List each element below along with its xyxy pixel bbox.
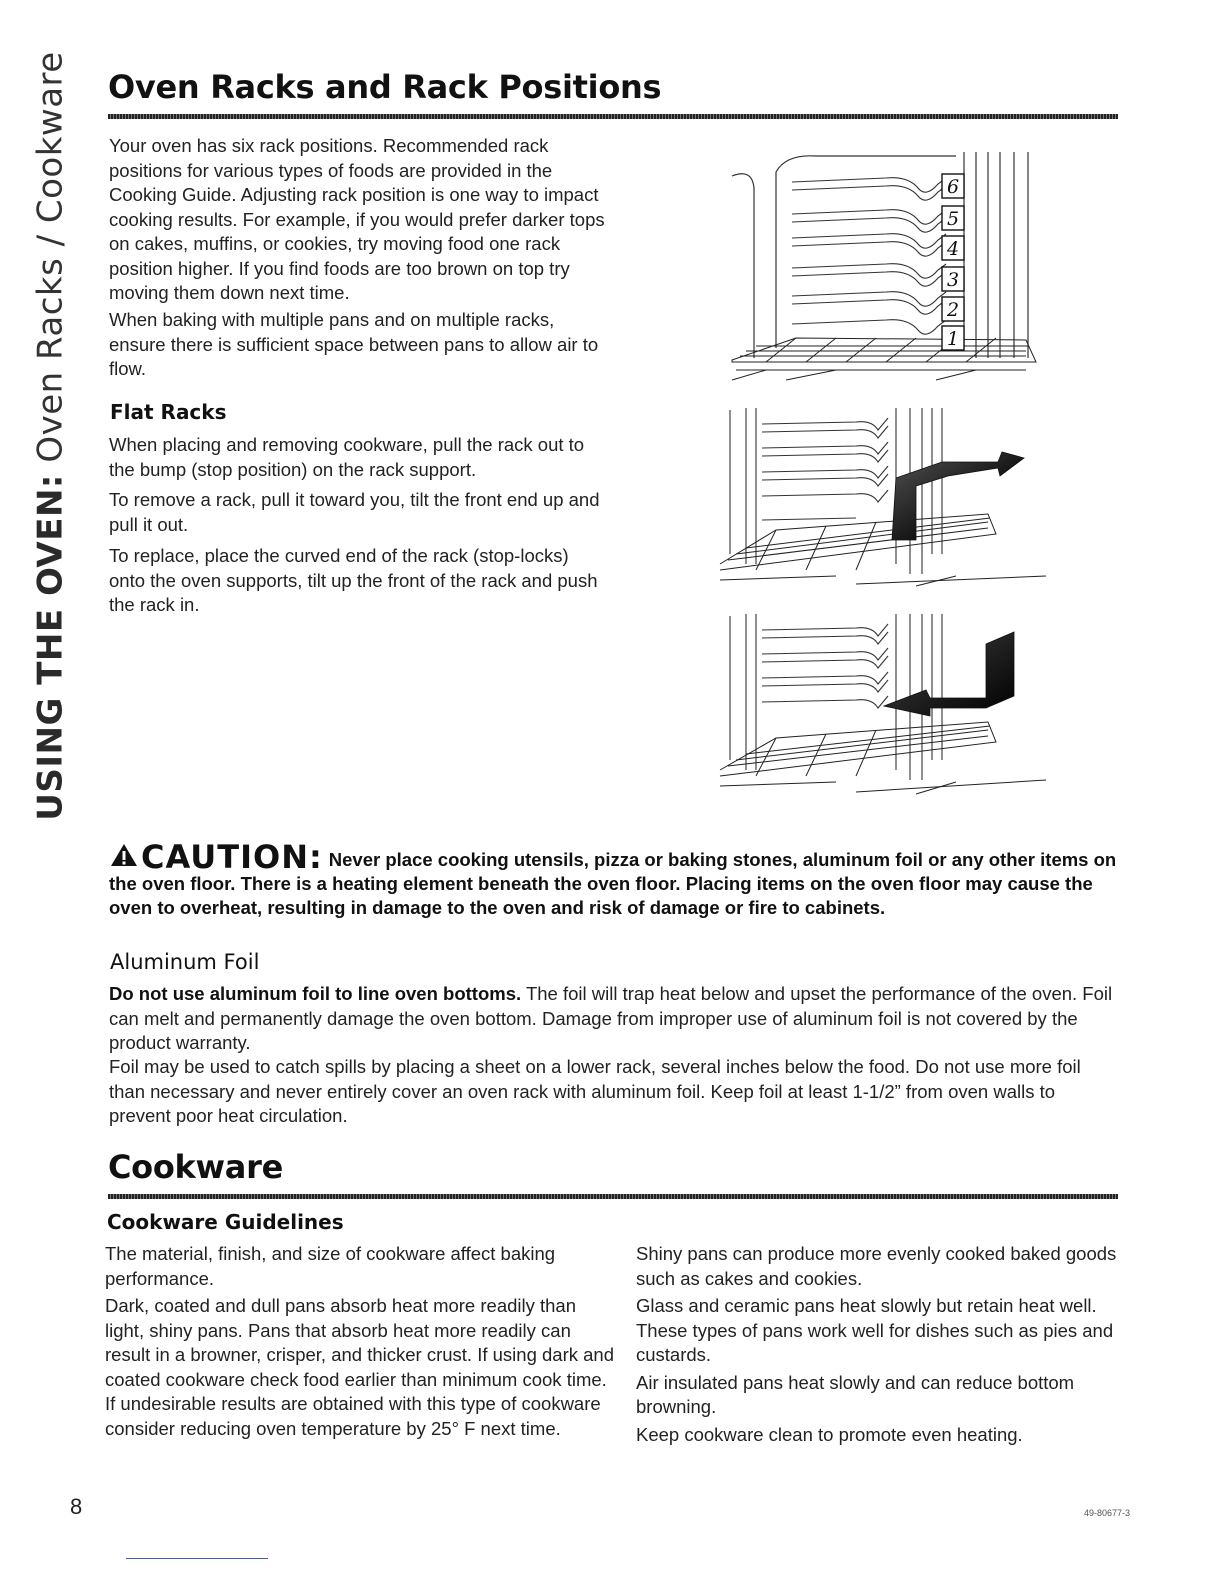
flat-racks-paragraph-1: When placing and removing cookware, pull the rack out to the bump (stop position) on the rack support. (109, 434, 585, 480)
caution-label: CAUTION: (141, 838, 323, 876)
cookware-guidelines-heading: Cookware Guidelines (107, 1210, 344, 1234)
cookware-right-paragraph: Shiny pans can produce more evenly cooked baked goods such as cakes and cookies. (636, 1243, 1117, 1289)
aluminum-foil-paragraph-1-text: The foil will trap heat below and upset the performance of the oven. Foil can melt and permanently damage the oven bottom. Damage from improper use of aluminum foil is not covered by the product warranty. (109, 983, 1113, 1053)
aluminum-foil-heading: Aluminum Foil (110, 950, 260, 974)
rack-support-1 (792, 320, 946, 334)
rack-support-3 (792, 264, 946, 286)
racks-intro-paragraph-2: When baking with multiple pans and on multiple racks, ensure there is sufficient space between pans to allow air to flow. (109, 309, 599, 379)
rack-position-label-6: 6 (946, 176, 960, 198)
side-tab-suffix: Oven Racks / Cookware (31, 51, 72, 474)
side-tab-label (31, 51, 71, 820)
cookware-right-paragraph: Air insulated pans heat slowly and can reduce bottom browning. (636, 1371, 1075, 1417)
caution-text: Never place cooking utensils, pizza or baking stones, aluminum foil or any other items on the oven floor. There is a heating element beneath the oven floor. Placing items on the oven floor may cause the oven to overheat, resulting in damage to the oven and risk of damage or fire to cabinets. (109, 849, 1117, 918)
rack-support-6 (792, 178, 946, 200)
footer-divider (126, 1558, 268, 1559)
rack-positions-illustration (726, 148, 1038, 384)
document-code: 49-80677-3 (1084, 1508, 1131, 1518)
rack-support-4 (792, 234, 946, 256)
racks-title-rule (108, 114, 1118, 119)
rack-position-label-2: 2 (946, 299, 960, 321)
flat-racks-paragraph-2: To remove a rack, pull it toward you, tilt the front end up and pull it out. (109, 489, 600, 535)
cookware-section-title: Cookware (108, 1148, 283, 1186)
replace-rack-illustration (716, 610, 1048, 800)
aluminum-foil-paragraph-2: Foil may be used to catch spills by placing a sheet on a lower rack, several inches below the food. Do not use more foil than necessary and never entirely cover an oven rack with aluminum foil. Keep foil at least 1-1/2” from oven walls to prevent poor heat circulation. (109, 1056, 1081, 1126)
rack-support-5 (792, 210, 946, 232)
racks-intro-paragraph-1: Your oven has six rack positions. Recommended rack positions for various types of foods are provided in the Cooking Guide. Adjusting rack position is one way to impact cooking results. For example, if you would prefer darker tops on cakes, muffins, or cookies, try moving food one rack position higher. If you find foods are too brown on top try moving them down next time. (109, 135, 605, 303)
rack-position-label-1: 1 (946, 328, 960, 350)
caution-notice (109, 838, 1119, 920)
rack-support-2 (792, 292, 946, 314)
rack-position-label-3: 3 (946, 269, 960, 291)
cookware-right-column (636, 1242, 1140, 1450)
racks-section-title: Oven Racks and Rack Positions (108, 68, 662, 106)
cookware-right-paragraph: Keep cookware clean to promote even heating. (636, 1423, 1023, 1445)
cookware-left-paragraph: The material, finish, and size of cookware affect baking performance. (105, 1243, 556, 1289)
side-tab-prefix: USING THE OVEN: (31, 473, 72, 821)
rack-position-label-4: 4 (946, 238, 960, 260)
cookware-left-column (105, 1242, 615, 1444)
page-number: 8 (70, 1494, 83, 1519)
warning-triangle-icon (109, 842, 139, 868)
replace-direction-arrow-icon (884, 632, 1014, 716)
rack-grid (732, 338, 1036, 380)
cookware-right-paragraph: Glass and ceramic pans heat slowly but retain heat well. These types of pans work well for dishes such as pies and custards. (636, 1295, 1114, 1365)
flat-racks-paragraph-3: To replace, place the curved end of the rack (stop-locks) onto the oven supports, tilt up the front of the rack and push the rack in. (109, 545, 598, 615)
rack-position-label-5: 5 (946, 208, 960, 230)
side-tab (20, 51, 82, 821)
cookware-left-paragraph: Dark, coated and dull pans absorb heat more readily than light, shiny pans. Pans that absorb heat more readily can result in a browner, crisper, and thicker crust. If using dark and coated cookware check food earlier than minimum cook time. If undesirable results are obtained with this type of cookware consider reducing oven temperature by 25° F next time. (105, 1295, 614, 1439)
cookware-title-rule (108, 1194, 1118, 1199)
remove-rack-illustration (716, 404, 1048, 594)
aluminum-foil-paragraph-1 (109, 982, 1121, 1056)
flat-racks-heading: Flat Racks (110, 400, 227, 424)
remove-direction-arrow-icon (892, 452, 1024, 540)
aluminum-foil-warning: Do not use aluminum foil to line oven bottoms. (109, 983, 522, 1004)
